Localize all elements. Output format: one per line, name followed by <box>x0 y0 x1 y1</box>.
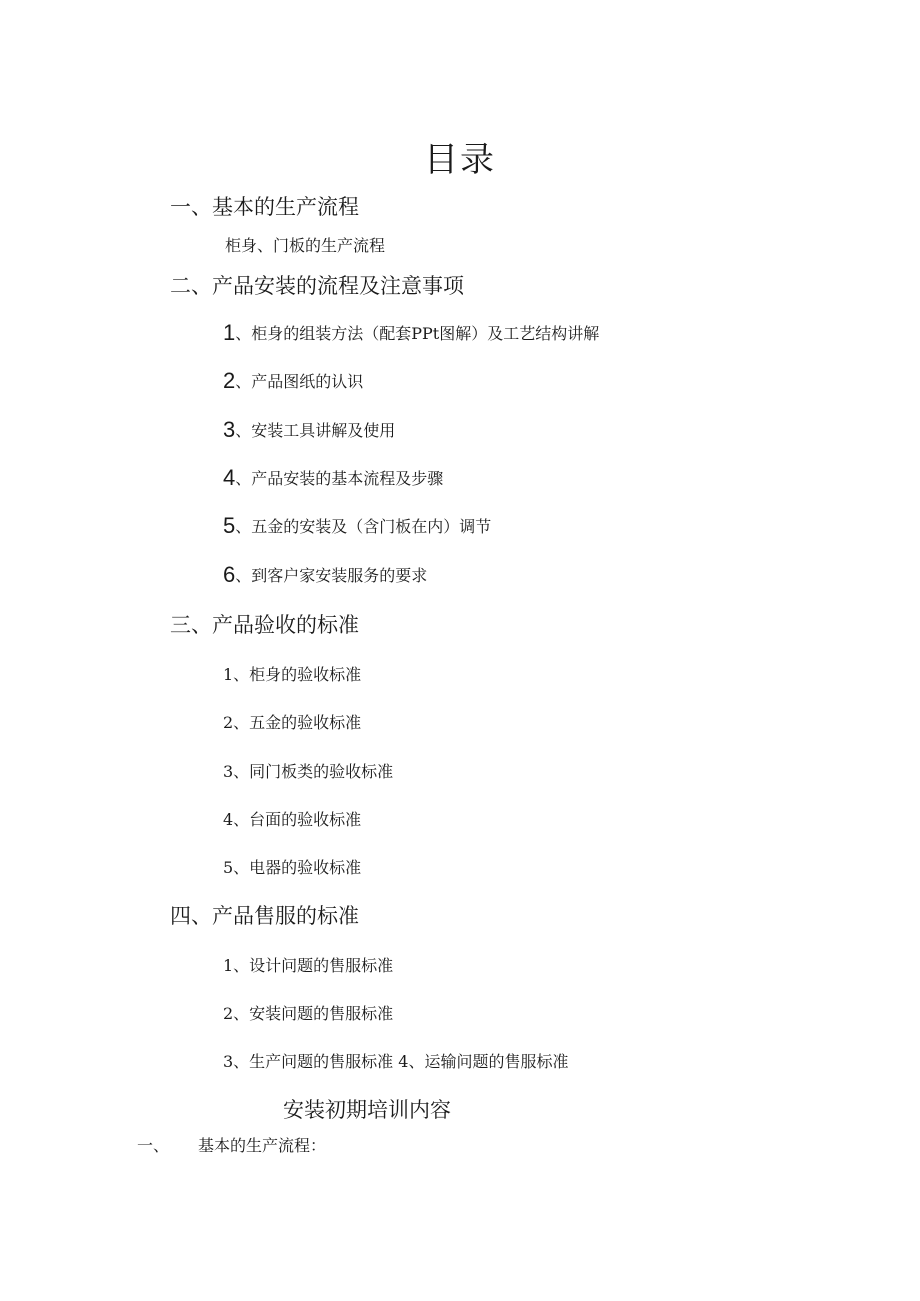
toc-section-2-item-5 <box>223 513 491 539</box>
item-text: 、到客户家安装服务的要求 <box>235 566 428 585</box>
body-heading-number: 一、 <box>137 1136 170 1155</box>
item-number: 6 <box>223 562 236 587</box>
item-number: 2 <box>223 368 236 393</box>
toc-section-3-item-2: 2、五金的验收标准 <box>223 713 362 732</box>
item-text: 、安装工具讲解及使用 <box>235 421 396 440</box>
toc-section-3-item-5: 5、电器的验收标准 <box>223 858 362 877</box>
toc-section-4-item-2: 2、安装问题的售服标准 <box>223 1004 394 1023</box>
toc-section-3-item-4: 4、台面的验收标准 <box>223 810 362 829</box>
item-text: 、五金的安装及（含门板在内）调节 <box>235 517 492 536</box>
item-text: 、产品图纸的认识 <box>235 372 364 391</box>
item-text: 、柜身的组装方法（配套PPt图解）及工艺结构讲解 <box>235 324 600 343</box>
item-number: 1 <box>223 320 236 345</box>
toc-section-1-item-1: 柜身、门板的生产流程 <box>225 236 386 255</box>
toc-section-4-item-1: 1、设计问题的售服标准 <box>223 956 394 975</box>
toc-section-3-heading: 三、产品验收的标准 <box>170 613 359 637</box>
body-heading-text: 基本的生产流程： <box>198 1136 327 1155</box>
toc-section-3-item-3: 3、同门板类的验收标准 <box>223 762 394 781</box>
toc-section-2-item-6 <box>223 562 427 588</box>
item-text: 、产品安装的基本流程及步骤 <box>235 469 444 488</box>
toc-section-2-item-3 <box>223 417 395 443</box>
body-title: 安装初期培训内容 <box>283 1098 451 1122</box>
item-number: 3 <box>223 417 236 442</box>
item-number: 4 <box>223 465 236 490</box>
toc-section-2-item-2 <box>223 368 363 394</box>
toc-section-2-heading: 二、产品安装的流程及注意事项 <box>170 274 464 298</box>
toc-section-1-heading: 一、基本的生产流程 <box>170 195 359 219</box>
toc-section-2-item-4 <box>223 465 443 491</box>
toc-section-4-heading: 四、产品售服的标准 <box>170 904 359 928</box>
toc-section-3-item-1: 1、柜身的验收标准 <box>223 665 362 684</box>
toc-section-2-item-1 <box>223 320 599 346</box>
toc-section-4-item-3: 3、生产问题的售服标准 4、运输问题的售服标准 <box>223 1052 569 1071</box>
item-number: 5 <box>223 513 236 538</box>
toc-title: 目录 <box>424 140 496 180</box>
